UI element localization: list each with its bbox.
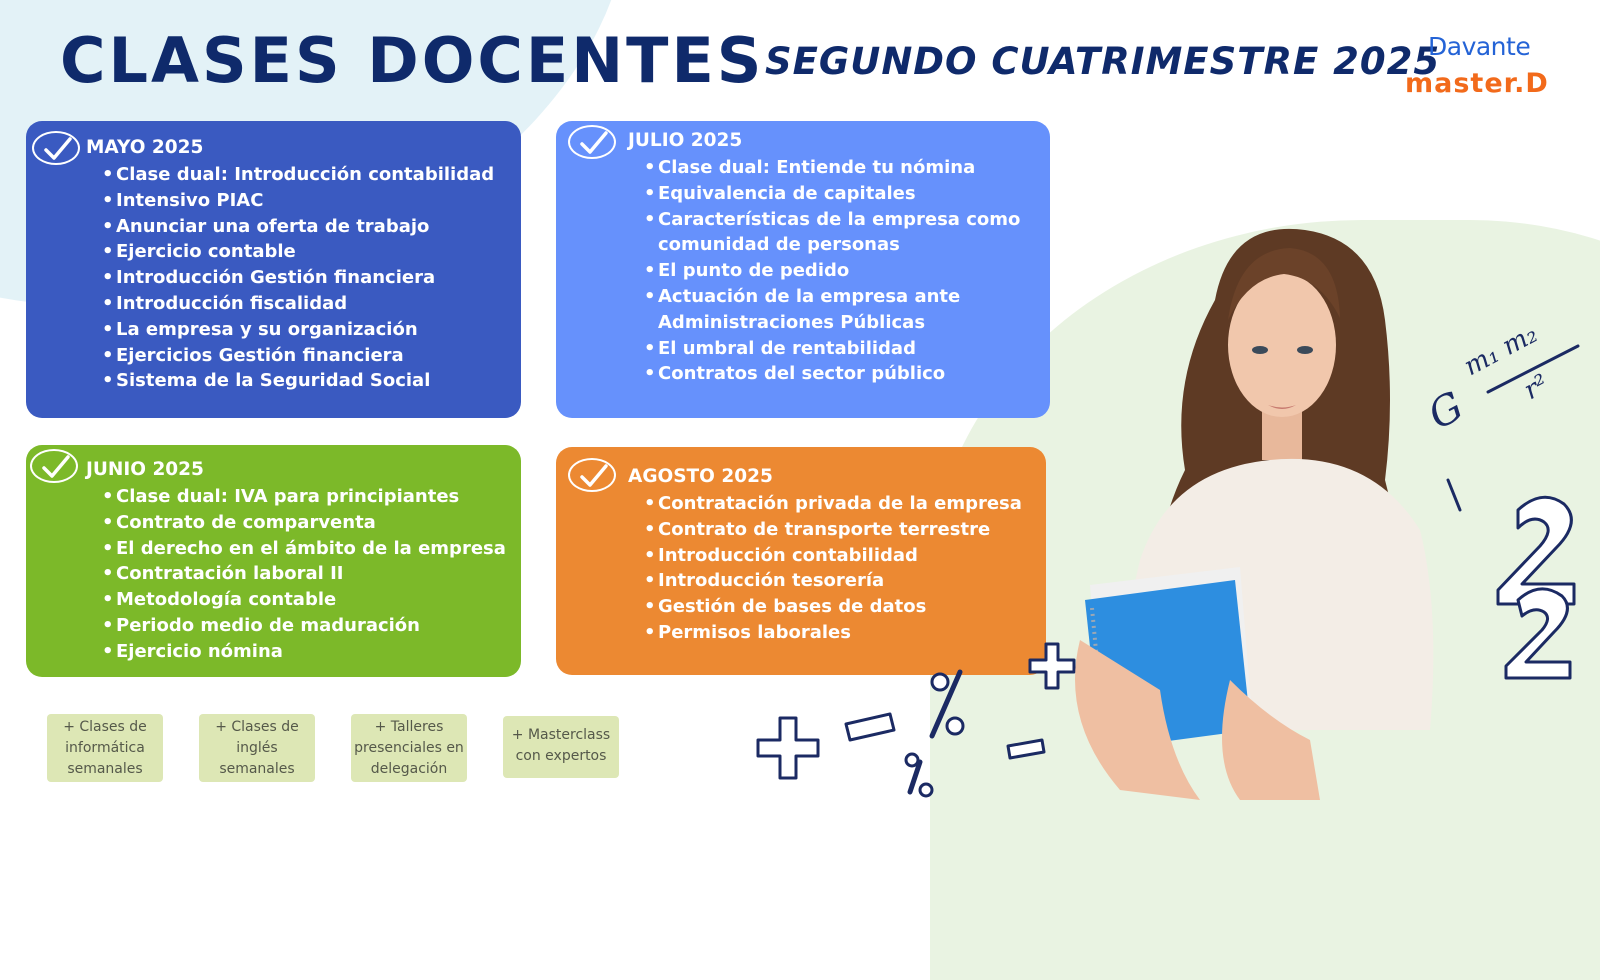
- list-item: • Ejercicio contable: [102, 239, 517, 265]
- list-item: • Contratos del sector público: [644, 361, 1039, 387]
- list-item: • El umbral de rentabilidad: [644, 336, 1039, 362]
- card-month: AGOSTO 2025: [628, 466, 773, 487]
- list-item: • Clase dual: Entiende tu nómina: [644, 155, 1039, 181]
- list-item: • Clase dual: IVA para principiantes: [102, 484, 517, 510]
- list-item: • Intensivo PIAC: [102, 188, 517, 214]
- card-month: MAYO 2025: [86, 137, 204, 158]
- list-item: • Sistema de la Seguridad Social: [102, 368, 517, 394]
- list-item: • Contrato de comparventa: [102, 510, 517, 536]
- list-item: • El punto de pedido: [644, 258, 1039, 284]
- list-item: • Clase dual: Introducción contabilidad: [102, 162, 517, 188]
- list-item: • Introducción tesorería: [644, 568, 1039, 594]
- list-item: • Gestión de bases de datos: [644, 594, 1039, 620]
- extra-masterclass: + Masterclass con expertos: [503, 716, 619, 778]
- list-item: • Contratación privada de la empresa: [644, 491, 1039, 517]
- list-item: • La empresa y su organización: [102, 317, 517, 343]
- list-item: • El derecho en el ámbito de la empresa: [102, 536, 517, 562]
- list-item: • Periodo medio de maduración: [102, 613, 517, 639]
- card-month: JUNIO 2025: [86, 459, 204, 480]
- list-item: • Metodología contable: [102, 587, 517, 613]
- list-item: • Características de la empresa como comunidad de personas: [644, 207, 1039, 259]
- list-item: • Introducción Gestión financiera: [102, 265, 517, 291]
- list-item: • Introducción contabilidad: [644, 543, 1039, 569]
- list-item: • Anunciar una oferta de trabajo: [102, 214, 517, 240]
- list-item: • Contrato de transporte terrestre: [644, 517, 1039, 543]
- list-item: • Permisos laborales: [644, 620, 1039, 646]
- list-item: • Contratación laboral II: [102, 561, 517, 587]
- masterd-logo: master.D: [1405, 68, 1549, 99]
- page-title: CLASES DOCENTES: [60, 24, 765, 97]
- page-subtitle: SEGUNDO CUATRIMESTRE 2025: [765, 40, 1441, 83]
- extra-informatica: + Clases de informática semanales: [47, 714, 163, 782]
- davante-logo: Davante: [1428, 32, 1531, 61]
- extra-talleres: + Talleres presenciales en delegación: [351, 714, 467, 782]
- student-photo: [1075, 229, 1433, 800]
- list-item: • Actuación de la empresa ante Administraciones Públicas: [644, 284, 1039, 336]
- extra-ingles: + Clases de inglés semanales: [199, 714, 315, 782]
- svg-text:G: G: [1421, 383, 1471, 439]
- list-item: • Equivalencia de capitales: [644, 181, 1039, 207]
- list-item: • Ejercicios Gestión financiera: [102, 343, 517, 369]
- list-item: • Introducción fiscalidad: [102, 291, 517, 317]
- list-item: • Ejercicio nómina: [102, 639, 517, 665]
- svg-text:m₁ m₂: m₁ m₂: [1459, 318, 1543, 383]
- card-month: JULIO 2025: [628, 130, 743, 151]
- svg-text:r²: r²: [1519, 368, 1554, 407]
